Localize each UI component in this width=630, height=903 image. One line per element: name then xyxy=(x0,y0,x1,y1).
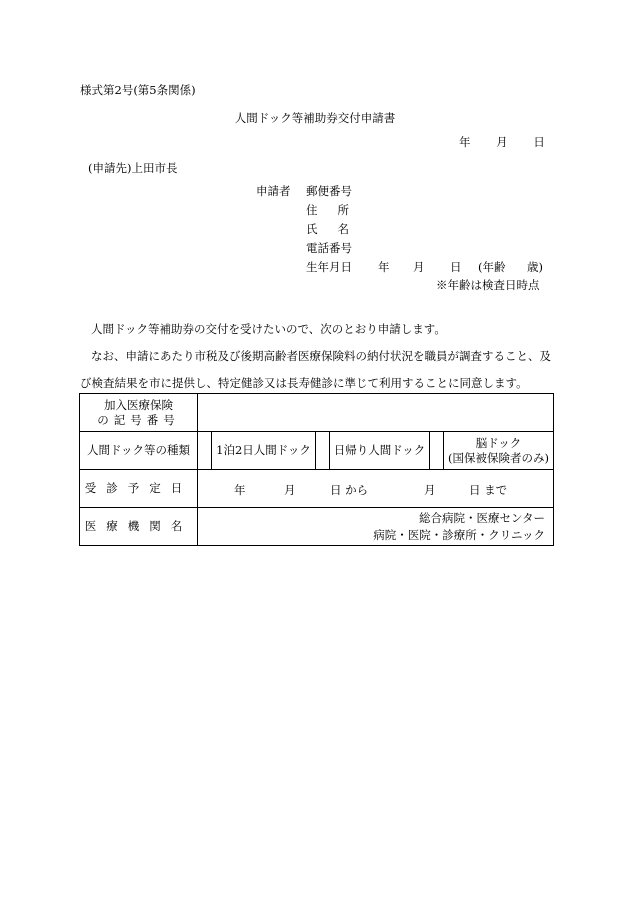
phone-field[interactable]: 電話番号 xyxy=(306,241,352,255)
birth-day-unit: 日 xyxy=(450,260,462,274)
application-date[interactable] xyxy=(459,134,567,150)
period-month-2: 月 xyxy=(424,483,436,497)
date-month: 月 xyxy=(496,135,508,149)
insurance-label-line-2: の記号番号 xyxy=(97,412,180,427)
type-row xyxy=(80,432,554,470)
address-field[interactable]: 住所 xyxy=(306,203,369,217)
period-label: 受診予定日 xyxy=(80,470,198,508)
type-checkbox-3[interactable] xyxy=(430,432,444,470)
date-day: 日 xyxy=(533,135,545,149)
type-option-3[interactable] xyxy=(444,432,554,470)
insurance-number-input[interactable] xyxy=(198,394,554,432)
type-checkbox-1[interactable] xyxy=(198,432,212,470)
institution-row xyxy=(80,508,554,546)
insurance-row xyxy=(80,394,554,432)
period-day-from: 日 から xyxy=(330,483,369,497)
insurance-label-line-1: 加入医療保険 xyxy=(104,397,173,412)
institution-line-1: 総合病院・医療センター xyxy=(419,510,546,525)
type-option-3-line-1: 脳ドック xyxy=(475,435,522,450)
consent-statement xyxy=(80,316,555,397)
institution-input[interactable] xyxy=(198,508,554,546)
type-option-3-line-2: (国保被保険者のみ) xyxy=(448,450,550,465)
period-row xyxy=(80,470,554,508)
institution-label: 医療機関名 xyxy=(80,508,198,546)
application-table xyxy=(79,393,554,546)
insurance-label xyxy=(80,394,198,432)
age-note: ※年齢は検査日時点 xyxy=(436,278,540,292)
period-input[interactable] xyxy=(198,470,554,508)
type-option-1[interactable]: 1泊2日人間ドック xyxy=(212,432,316,470)
statement-line-2: なお、申請にあたり市税及び後期高齢者医療保険料の納付状況を職員が調査すること、及び検査結果を市に提供し、特定健診又は長寿健診に準じて利用することに同意します。 xyxy=(80,349,551,390)
birth-year-unit: 年 xyxy=(378,260,390,274)
period-year: 年 xyxy=(234,483,246,497)
postal-code-field[interactable]: 郵便番号 xyxy=(306,184,352,198)
document-title: 人間ドック等補助券交付申請書 xyxy=(234,111,396,125)
type-label: 人間ドック等の種類 xyxy=(80,432,198,470)
statement-line-1: 人間ドック等補助券の交付を受けたいので、次のとおり申請します。 xyxy=(91,322,446,336)
name-field[interactable]: 氏名 xyxy=(306,222,369,236)
period-month: 月 xyxy=(284,483,296,497)
age-open: (年齢 xyxy=(478,260,506,274)
date-year: 年 xyxy=(459,135,471,149)
institution-line-2: 病院・医院・診療所・クリニック xyxy=(373,527,546,542)
form-number: 様式第2号(第5条関係) xyxy=(80,83,196,97)
period-day-until: 日 まで xyxy=(469,483,508,497)
addressee: (申請先)上田市長 xyxy=(88,161,178,175)
applicant-label: 申請者 xyxy=(256,184,291,198)
type-checkbox-2[interactable] xyxy=(316,432,330,470)
type-option-2[interactable]: 日帰り人間ドック xyxy=(330,432,430,470)
birth-date-field[interactable]: 生年月日 xyxy=(306,260,352,274)
age-close: 歳) xyxy=(527,260,543,274)
birth-month-unit: 月 xyxy=(413,260,425,274)
